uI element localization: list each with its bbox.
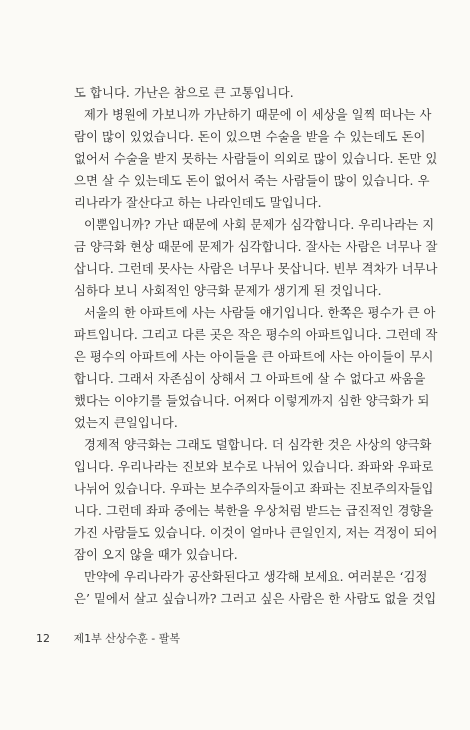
text-line: 금 양극화 현상 때문에 문제가 심각합니다. 잘사는 사람은 너무나 잘: [74, 240, 438, 254]
text-line: 이뿐입니까? 가난 때문에 사회 문제가 심각합니다. 우리나라는 지: [84, 218, 435, 232]
text-line: 은’ 밑에서 살고 싶습니까? 그러고 싶은 사람은 한 사람도 없을 것입: [74, 592, 437, 606]
text-line: 삽니다. 그런데 못사는 사람은 너무나 못삽니다. 빈부 격차가 너무나: [74, 262, 438, 276]
text-line: 었는지 큰일입니다.: [74, 416, 178, 430]
text-line: 니다. 그런데 좌파 중에는 북한을 우상처럼 받드는 급진적인 경향을: [74, 504, 434, 518]
text-line: 제가 병원에 가보니까 가난하기 때문에 이 세상을 일찍 떠나는 사: [84, 108, 432, 122]
text-line: 가진 사람들도 있습니다. 이것이 얼마나 큰일인지, 저는 걱정이 되어: [74, 526, 438, 540]
text-line: 도 합니다. 가난은 참으로 큰 고통입니다.: [74, 86, 294, 100]
text-line: 으면 살 수 있는데도 돈이 없어서 죽는 사람들이 많이 있습니다. 우: [74, 174, 430, 188]
text-line: 입니다. 우리나라는 진보와 보수로 나뉘어 있습니다. 좌파와 우파로: [74, 460, 434, 474]
text-line: 나뉘어 있습니다. 우파는 보수주의자들이고 좌파는 진보주의자들입: [74, 482, 434, 496]
text-line: 없어서 수술을 받지 못하는 사람들이 의외로 많이 있습니다. 돈만 있: [74, 152, 438, 166]
text-line: 잠이 오지 않을 때가 있습니다.: [74, 548, 238, 562]
body-text: [74, 82, 438, 610]
text-line: 경제적 양극화는 그래도 덜합니다. 더 심각한 것은 사상의 양극화: [84, 438, 432, 452]
text-line: 서울의 한 아파트에 사는 사람들 얘기입니다. 한쪽은 평수가 큰 아: [84, 306, 436, 320]
text-line: 합니다. 그래서 자존심이 상해서 그 아파트에 살 수 없다고 싸움을: [74, 372, 426, 386]
text-line: 파트입니다. 그리고 다른 곳은 작은 평수의 아파트입니다. 그런데 작: [74, 328, 438, 342]
text-line: 심하다 보니 사회적인 양극화 문제가 생기게 된 것입니다.: [74, 284, 382, 298]
text-line: 만약에 우리나라가 공산화된다고 생각해 보세요. 여러분은 ‘김정: [84, 570, 428, 584]
page-footer: [36, 631, 180, 647]
text-line: 은 평수의 아파트에 사는 아이들을 큰 아파트에 사는 아이들이 무시: [74, 350, 434, 364]
text-line: 했다는 이야기를 들었습니다. 어쩌다 이렇게까지 심한 양극화가 되: [74, 394, 430, 408]
text-line: 람이 많이 있었습니다. 돈이 있으면 수술을 받을 수 있는데도 돈이: [74, 130, 426, 144]
running-head: 제1부 산상수훈 - 팔복: [73, 632, 180, 645]
text-line: 리나라가 잘산다고 하는 나라인데도 말입니다.: [74, 196, 322, 210]
page-number: 12: [36, 632, 50, 645]
